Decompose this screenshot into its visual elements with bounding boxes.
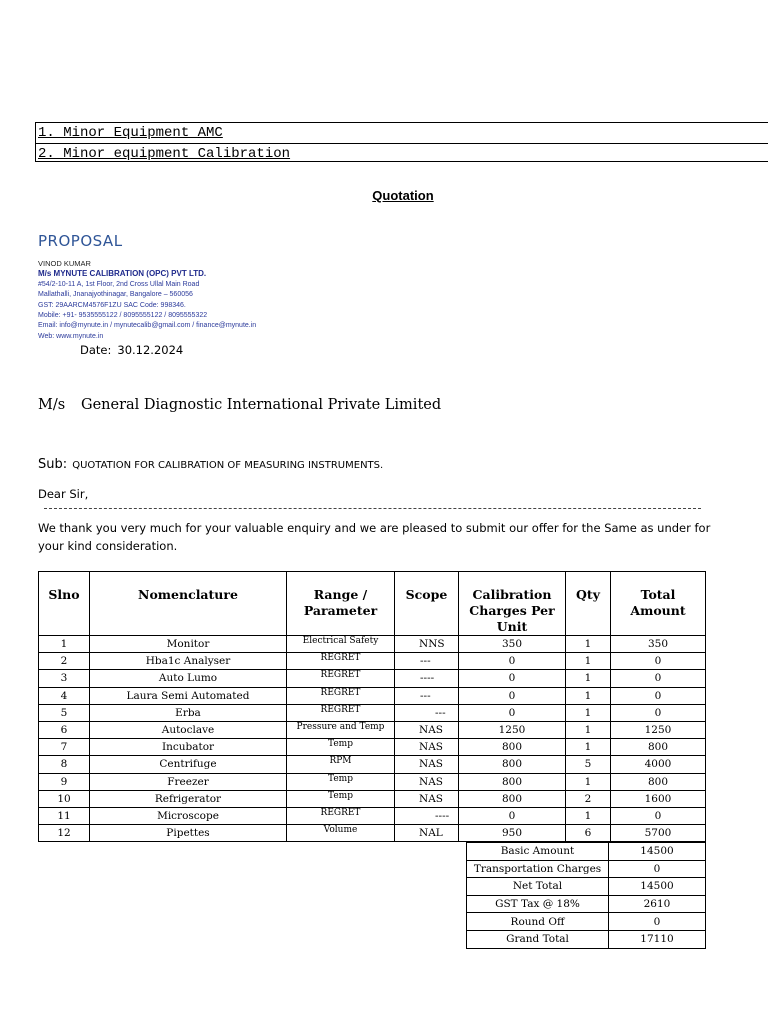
cell-total: 5700 bbox=[611, 825, 706, 842]
cell-charges: 1250 bbox=[459, 721, 566, 738]
cell-slno: 5 bbox=[39, 704, 90, 721]
totals-label: Transportation Charges bbox=[467, 860, 609, 878]
cell-nomenclature: Auto Lumo bbox=[90, 670, 287, 687]
totals-value: 0 bbox=[609, 860, 706, 878]
totals-value: 0 bbox=[609, 913, 706, 931]
cell-scope: NAS bbox=[395, 790, 459, 807]
cell-total: 0 bbox=[611, 807, 706, 824]
header-nomenclature: Nomenclature bbox=[90, 572, 287, 636]
cell-scope: ---- bbox=[395, 807, 459, 824]
cell-scope: NNS bbox=[395, 636, 459, 653]
cell-qty: 1 bbox=[566, 704, 611, 721]
cell-total: 800 bbox=[611, 739, 706, 756]
cell-total: 1600 bbox=[611, 790, 706, 807]
totals-value: 2610 bbox=[609, 895, 706, 913]
cell-range: REGRET bbox=[287, 807, 395, 824]
cell-nomenclature: Freezer bbox=[90, 773, 287, 790]
cell-slno: 6 bbox=[39, 721, 90, 738]
cell-charges: 0 bbox=[459, 653, 566, 670]
cell-charges: 0 bbox=[459, 807, 566, 824]
vendor-email: Email: info@mynute.in / mynutecalib@gmail.com / finance@mynute.in bbox=[38, 322, 257, 330]
vendor-web: Web: www.mynute.in bbox=[38, 332, 104, 340]
header-range: Range / Parameter bbox=[287, 572, 395, 636]
cell-total: 4000 bbox=[611, 756, 706, 773]
vendor-company-name: M/s MYNUTE CALIBRATION (OPC) PVT LTD. bbox=[38, 269, 207, 279]
cell-qty: 2 bbox=[566, 790, 611, 807]
cell-nomenclature: Monitor bbox=[90, 636, 287, 653]
header-scope: Scope bbox=[395, 572, 459, 636]
scope-item: 1. Minor Equipment AMC bbox=[36, 123, 768, 144]
cell-nomenclature: Incubator bbox=[90, 739, 287, 756]
cell-total: 0 bbox=[611, 670, 706, 687]
cell-slno: 3 bbox=[39, 670, 90, 687]
cell-range: Electrical Safety bbox=[287, 636, 395, 653]
recipient bbox=[38, 397, 441, 413]
quotation-date bbox=[80, 343, 183, 357]
salutation: Dear Sir, bbox=[38, 487, 89, 501]
cell-total: 800 bbox=[611, 773, 706, 790]
cell-qty: 1 bbox=[566, 653, 611, 670]
document-heading: Quotation bbox=[372, 188, 434, 203]
cell-total: 1250 bbox=[611, 721, 706, 738]
table-row bbox=[39, 670, 706, 687]
intro-paragraph: We thank you very much for your valuable enquiry and we are pleased to submit our offer for the Same as under for your kind consideration. bbox=[38, 521, 711, 553]
cell-slno: 8 bbox=[39, 756, 90, 773]
totals-row bbox=[467, 913, 706, 931]
header-qty: Qty bbox=[566, 572, 611, 636]
subject-line bbox=[38, 453, 383, 472]
cell-range: Pressure and Temp bbox=[287, 721, 395, 738]
dashed-divider bbox=[44, 508, 701, 509]
cell-qty: 1 bbox=[566, 721, 611, 738]
cell-scope: --- bbox=[395, 704, 459, 721]
cell-charges: 350 bbox=[459, 636, 566, 653]
vendor-address: #54/2-10-11 A, 1st Floor, 2nd Cross Ullal Main Road bbox=[38, 280, 200, 288]
cell-range: Temp bbox=[287, 773, 395, 790]
header-charges: Calibration Charges Per Unit bbox=[459, 572, 566, 636]
cell-scope: ---- bbox=[395, 670, 459, 687]
totals-value: 17110 bbox=[609, 930, 706, 948]
totals-value: 14500 bbox=[609, 843, 706, 861]
table-row bbox=[39, 687, 706, 704]
totals-row bbox=[467, 930, 706, 948]
cell-total: 0 bbox=[611, 687, 706, 704]
table-row bbox=[39, 653, 706, 670]
cell-total: 0 bbox=[611, 653, 706, 670]
cell-slno: 9 bbox=[39, 773, 90, 790]
cell-nomenclature: Centrifuge bbox=[90, 756, 287, 773]
cell-scope: --- bbox=[395, 687, 459, 704]
cell-slno: 10 bbox=[39, 790, 90, 807]
cell-qty: 6 bbox=[566, 825, 611, 842]
quotation-table bbox=[38, 571, 706, 842]
vendor-mobile: Mobile: +91- 9535555122 / 8095555122 / 8095555322 bbox=[38, 312, 208, 320]
cell-range: REGRET bbox=[287, 687, 395, 704]
totals-label: Basic Amount bbox=[467, 843, 609, 861]
totals-row bbox=[467, 895, 706, 913]
cell-nomenclature: Microscope bbox=[90, 807, 287, 824]
cell-qty: 1 bbox=[566, 773, 611, 790]
table-row bbox=[39, 721, 706, 738]
table-row bbox=[39, 773, 706, 790]
cell-slno: 11 bbox=[39, 807, 90, 824]
cell-qty: 1 bbox=[566, 670, 611, 687]
cell-total: 350 bbox=[611, 636, 706, 653]
totals-row bbox=[467, 843, 706, 861]
cell-range: REGRET bbox=[287, 670, 395, 687]
cell-nomenclature: Laura Semi Automated bbox=[90, 687, 287, 704]
cell-nomenclature: Autoclave bbox=[90, 721, 287, 738]
cell-charges: 0 bbox=[459, 704, 566, 721]
cell-charges: 800 bbox=[459, 773, 566, 790]
cell-qty: 1 bbox=[566, 687, 611, 704]
cell-scope: NAS bbox=[395, 756, 459, 773]
cell-nomenclature: Pipettes bbox=[90, 825, 287, 842]
date-value: 30.12.2024 bbox=[117, 343, 184, 357]
cell-charges: 800 bbox=[459, 790, 566, 807]
cell-qty: 1 bbox=[566, 739, 611, 756]
cell-range: RPM bbox=[287, 756, 395, 773]
proposal-label: PROPOSAL bbox=[38, 232, 123, 250]
cell-total: 0 bbox=[611, 704, 706, 721]
date-label: Date: bbox=[80, 343, 112, 357]
cell-charges: 950 bbox=[459, 825, 566, 842]
cell-nomenclature: Erba bbox=[90, 704, 287, 721]
totals-value: 14500 bbox=[609, 878, 706, 896]
cell-slno: 12 bbox=[39, 825, 90, 842]
totals-row bbox=[467, 860, 706, 878]
cell-slno: 4 bbox=[39, 687, 90, 704]
recipient-prefix: M/s bbox=[38, 397, 66, 413]
cell-qty: 5 bbox=[566, 756, 611, 773]
totals-row bbox=[467, 878, 706, 896]
vendor-details bbox=[38, 259, 256, 342]
cell-charges: 0 bbox=[459, 687, 566, 704]
vendor-gst: GST: 29AARCM4576F1ZU SAC Code: 998346. bbox=[38, 301, 186, 309]
cell-range: Temp bbox=[287, 739, 395, 756]
subject-label: Sub: bbox=[38, 457, 68, 472]
recipient-name: General Diagnostic International Private Limited bbox=[81, 397, 442, 413]
totals-label: GST Tax @ 18% bbox=[467, 895, 609, 913]
cell-range: Temp bbox=[287, 790, 395, 807]
vendor-person: VINOD KUMAR bbox=[38, 259, 91, 268]
cell-scope: NAS bbox=[395, 739, 459, 756]
table-header-row bbox=[39, 572, 706, 636]
totals-label: Net Total bbox=[467, 878, 609, 896]
scope-items-box bbox=[35, 122, 768, 162]
totals-label: Grand Total bbox=[467, 930, 609, 948]
cell-nomenclature: Hba1c Analyser bbox=[90, 653, 287, 670]
cell-scope: NAS bbox=[395, 773, 459, 790]
cell-slno: 2 bbox=[39, 653, 90, 670]
scope-item: 2. Minor equipment Calibration bbox=[38, 146, 291, 162]
cell-charges: 800 bbox=[459, 739, 566, 756]
subject-text: QUOTATION FOR CALIBRATION OF MEASURING INSTRUMENTS. bbox=[72, 460, 384, 471]
vendor-area: Mallathalli, Jnanajyothinagar, Bangalore – 560056 bbox=[38, 291, 193, 299]
header-slno: Slno bbox=[39, 572, 90, 636]
table-row bbox=[39, 704, 706, 721]
table-row bbox=[39, 739, 706, 756]
totals-label: Round Off bbox=[467, 913, 609, 931]
cell-slno: 1 bbox=[39, 636, 90, 653]
cell-charges: 800 bbox=[459, 756, 566, 773]
totals-table bbox=[466, 842, 706, 949]
cell-slno: 7 bbox=[39, 739, 90, 756]
table-row bbox=[39, 636, 706, 653]
cell-scope: NAL bbox=[395, 825, 459, 842]
cell-scope: NAS bbox=[395, 721, 459, 738]
cell-scope: --- bbox=[395, 653, 459, 670]
cell-range: REGRET bbox=[287, 653, 395, 670]
table-row bbox=[39, 807, 706, 824]
cell-qty: 1 bbox=[566, 807, 611, 824]
cell-range: REGRET bbox=[287, 704, 395, 721]
table-row bbox=[39, 790, 706, 807]
cell-range: Volume bbox=[287, 825, 395, 842]
header-total: Total Amount bbox=[611, 572, 706, 636]
cell-nomenclature: Refrigerator bbox=[90, 790, 287, 807]
cell-qty: 1 bbox=[566, 636, 611, 653]
table-row bbox=[39, 825, 706, 842]
table-row bbox=[39, 756, 706, 773]
cell-charges: 0 bbox=[459, 670, 566, 687]
